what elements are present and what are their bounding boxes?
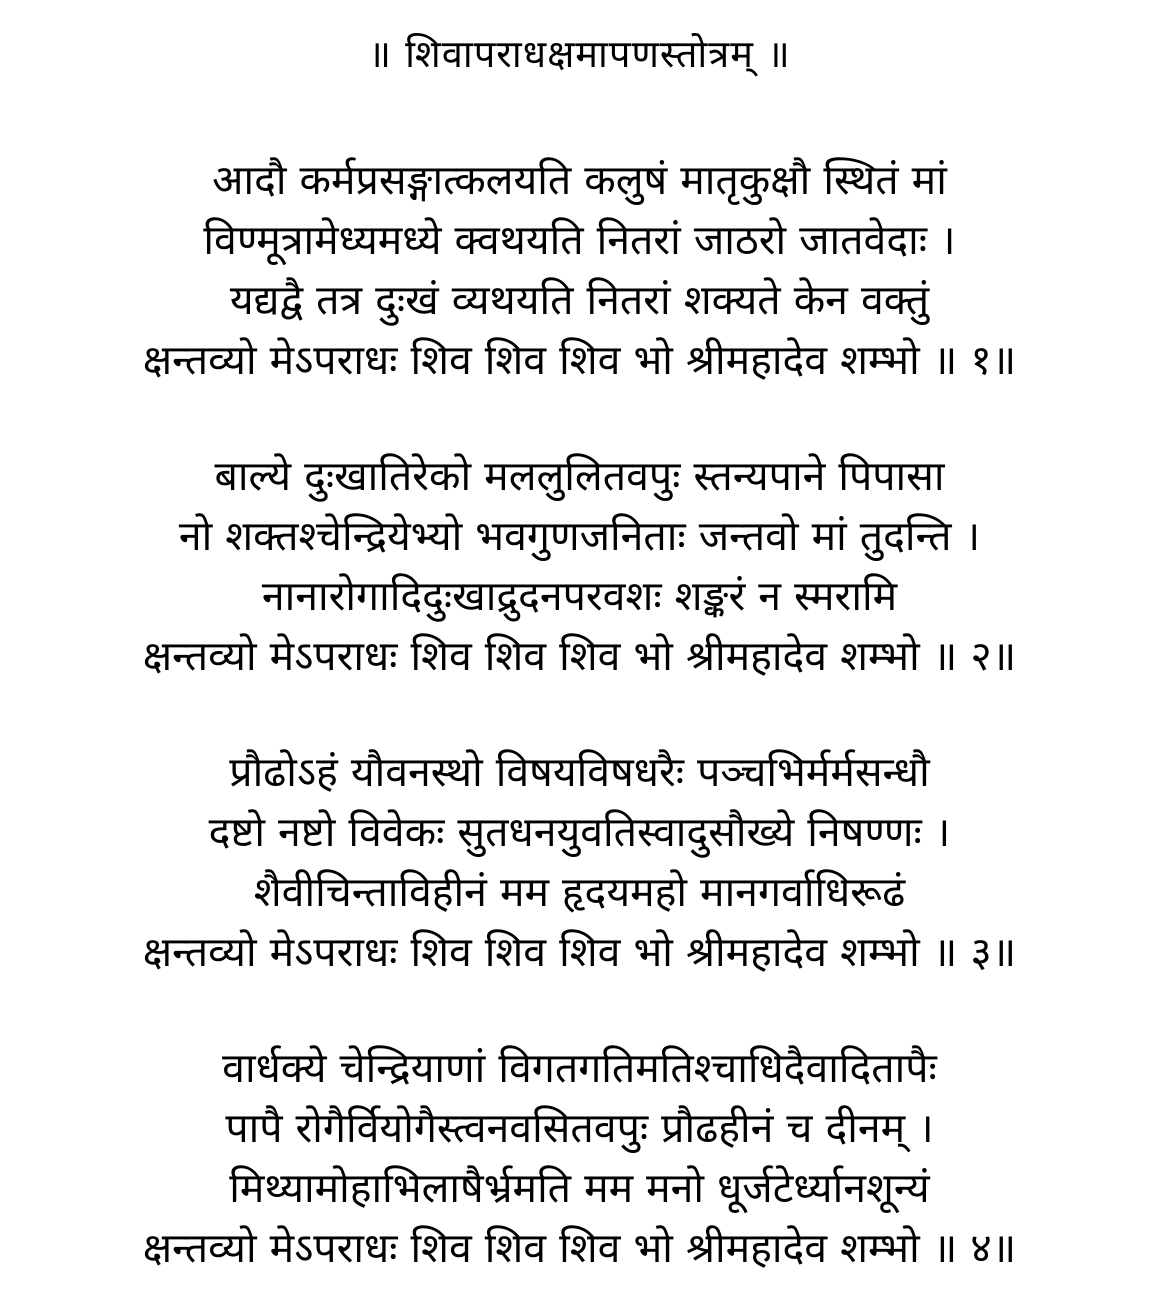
verse-refrain-line: क्षन्तव्यो मेऽपराधः शिव शिव शिव भो श्रीमहादेव शम्भो ॥ ३॥ bbox=[142, 928, 1017, 976]
verse-line: मिथ्यामोहाभिलाषैर्भ्रमति मम मनो धूर्जटेर्ध्यानशून्यं bbox=[229, 1164, 930, 1212]
verse-1 bbox=[60, 150, 1100, 390]
verse-2 bbox=[60, 446, 1100, 686]
verse-line: बाल्ये दुःखातिरेको मललुलितवपुः स्तन्यपाने पिपासा bbox=[214, 452, 945, 500]
verse-refrain-line: क्षन्तव्यो मेऽपराधः शिव शिव शिव भो श्रीमहादेव शम्भो ॥ ४॥ bbox=[142, 1224, 1017, 1272]
verse-line: पापै रोगैर्वियोगैस्त्वनवसितवपुः प्रौढहीनं च दीनम् । bbox=[225, 1104, 934, 1152]
verse-line: नानारोगादिदुःखाद्रुदनपरवशः शङ्करं न स्मरामि bbox=[261, 572, 898, 620]
verse-refrain-line: क्षन्तव्यो मेऽपराधः शिव शिव शिव भो श्रीमहादेव शम्भो ॥ २॥ bbox=[142, 632, 1017, 680]
verse-line: वार्धक्ये चेन्द्रियाणां विगतगतिमतिश्चाधिदैवादितापैः bbox=[222, 1044, 937, 1092]
stotram-title: ॥ शिवापराधक्षमापणस्तोत्रम् ॥ bbox=[368, 32, 791, 76]
verse-line: यद्यद्वै तत्र दुःखं व्यथयति नितरां शक्यते केन वक्तुं bbox=[229, 276, 930, 324]
verse-line: दष्टो नष्टो विवेकः सुतधनयुवतिस्वादुसौख्ये निषण्णः । bbox=[208, 808, 951, 856]
verse-line: प्रौढोऽहं यौवनस्थो विषयविषधरैः पञ्चभिर्मर्मसन्धौ bbox=[229, 748, 930, 796]
verse-line: शैवीचिन्ताविहीनं मम हृदयमहो मानगर्वाधिरूढं bbox=[253, 868, 906, 916]
verse-3 bbox=[60, 742, 1100, 982]
verse-line: नो शक्तश्चेन्द्रियेभ्यो भवगुणजनिताः जन्तवो मां तुदन्ति । bbox=[178, 512, 981, 560]
verse-refrain-line: क्षन्तव्यो मेऽपराधः शिव शिव शिव भो श्रीमहादेव शम्भो ॥ १॥ bbox=[142, 336, 1017, 384]
verse-line: विण्मूत्रामेध्यमध्ये क्वथयति नितरां जाठरो जातवेदाः । bbox=[203, 216, 956, 264]
verse-4 bbox=[60, 1038, 1100, 1278]
verse-line: आदौ कर्मप्रसङ्गात्कलयति कलुषं मातृकुक्षौ स्थितं मां bbox=[212, 156, 947, 204]
